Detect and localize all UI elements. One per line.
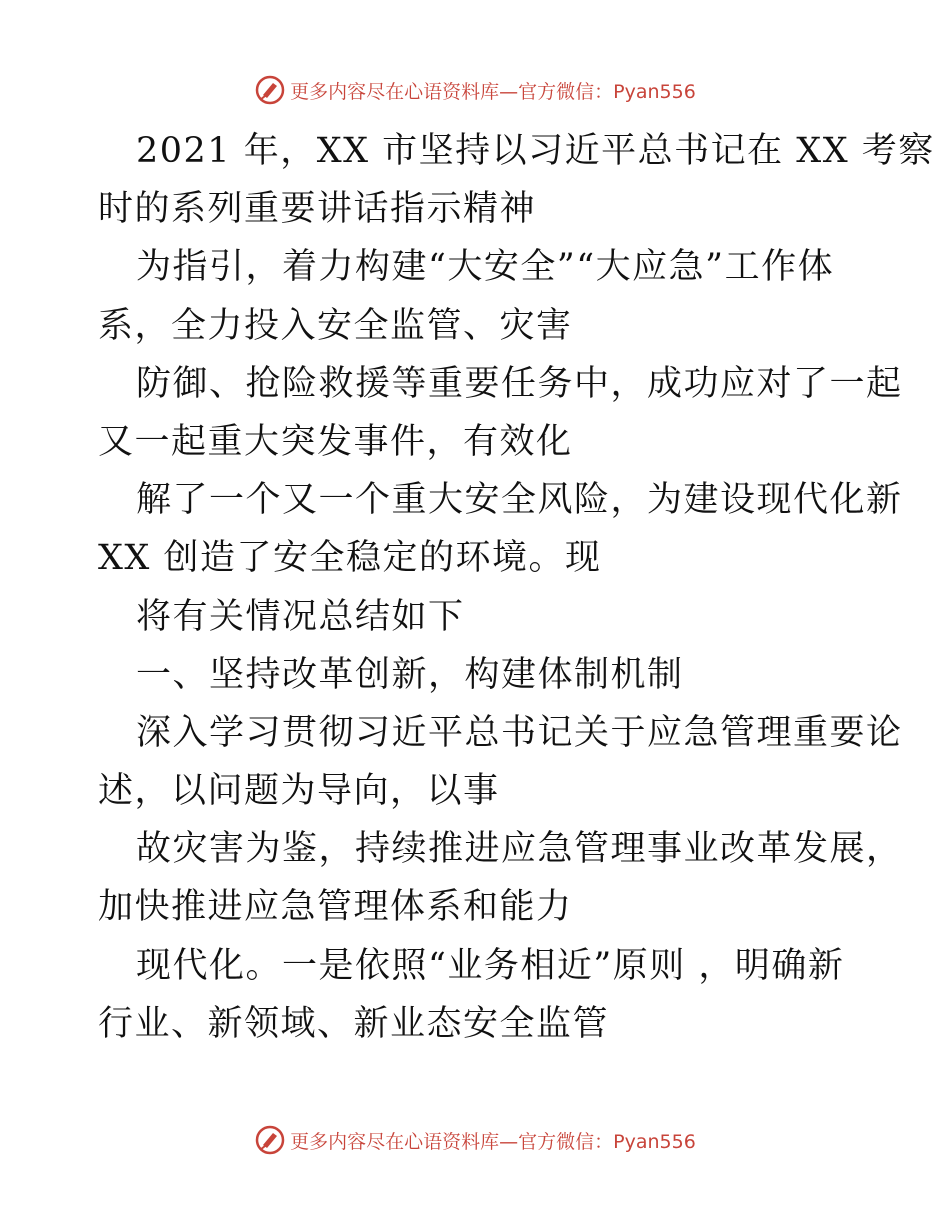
brand-logo-icon (254, 74, 286, 106)
watermark-text: 更多内容尽在心语资料库—官方微信：Pyan556 (290, 1130, 696, 1153)
brand-logo-icon (254, 1124, 286, 1156)
text-line: 述，以问题为导向，以事 (98, 771, 500, 812)
header-watermark (0, 70, 950, 110)
text-line: 又一起重大突发事件，有效化 (98, 421, 573, 462)
wechat-id: Pyan556 (613, 1130, 696, 1153)
text-line: 深入学习贯彻习近平总书记关于应急管理重要论 (136, 712, 903, 753)
watermark-text: 更多内容尽在心语资料库—官方微信：Pyan556 (290, 80, 696, 103)
text-line: 解了一个又一个重大安全风险，为建设现代化新 (136, 480, 903, 521)
document-body (98, 122, 935, 1053)
text-line: 系，全力投入安全监管、灾害 (98, 305, 573, 346)
text-line: 加快推进应急管理体系和能力 (98, 887, 573, 928)
text-line: 为指引，着力构建“大安全”“大应急”工作体 (136, 247, 835, 288)
wechat-id: Pyan556 (613, 80, 696, 103)
section-heading: 一、坚持改革创新，构建体制机制 (136, 654, 684, 695)
text-line: 2021 年，XX 市坚持以习近平总书记在 XX 考察 (136, 131, 935, 171)
text-line: 防御、抢险救援等重要任务中，成功应对了一起 (136, 363, 903, 404)
text-line: 行业、新领域、新业态安全监管 (98, 1003, 610, 1044)
text-line: 将有关情况总结如下 (136, 596, 465, 637)
text-line: 现代化。一是依照“业务相近”原则 ，明确新 (136, 945, 845, 986)
text-line: 故灾害为鉴，持续推进应急管理事业改革发展， (136, 829, 903, 870)
footer-watermark (0, 1120, 950, 1160)
text-line: XX 创造了安全稳定的环境。现 (98, 538, 602, 579)
text-line: 时的系列重要讲话指示精神 (98, 189, 537, 230)
